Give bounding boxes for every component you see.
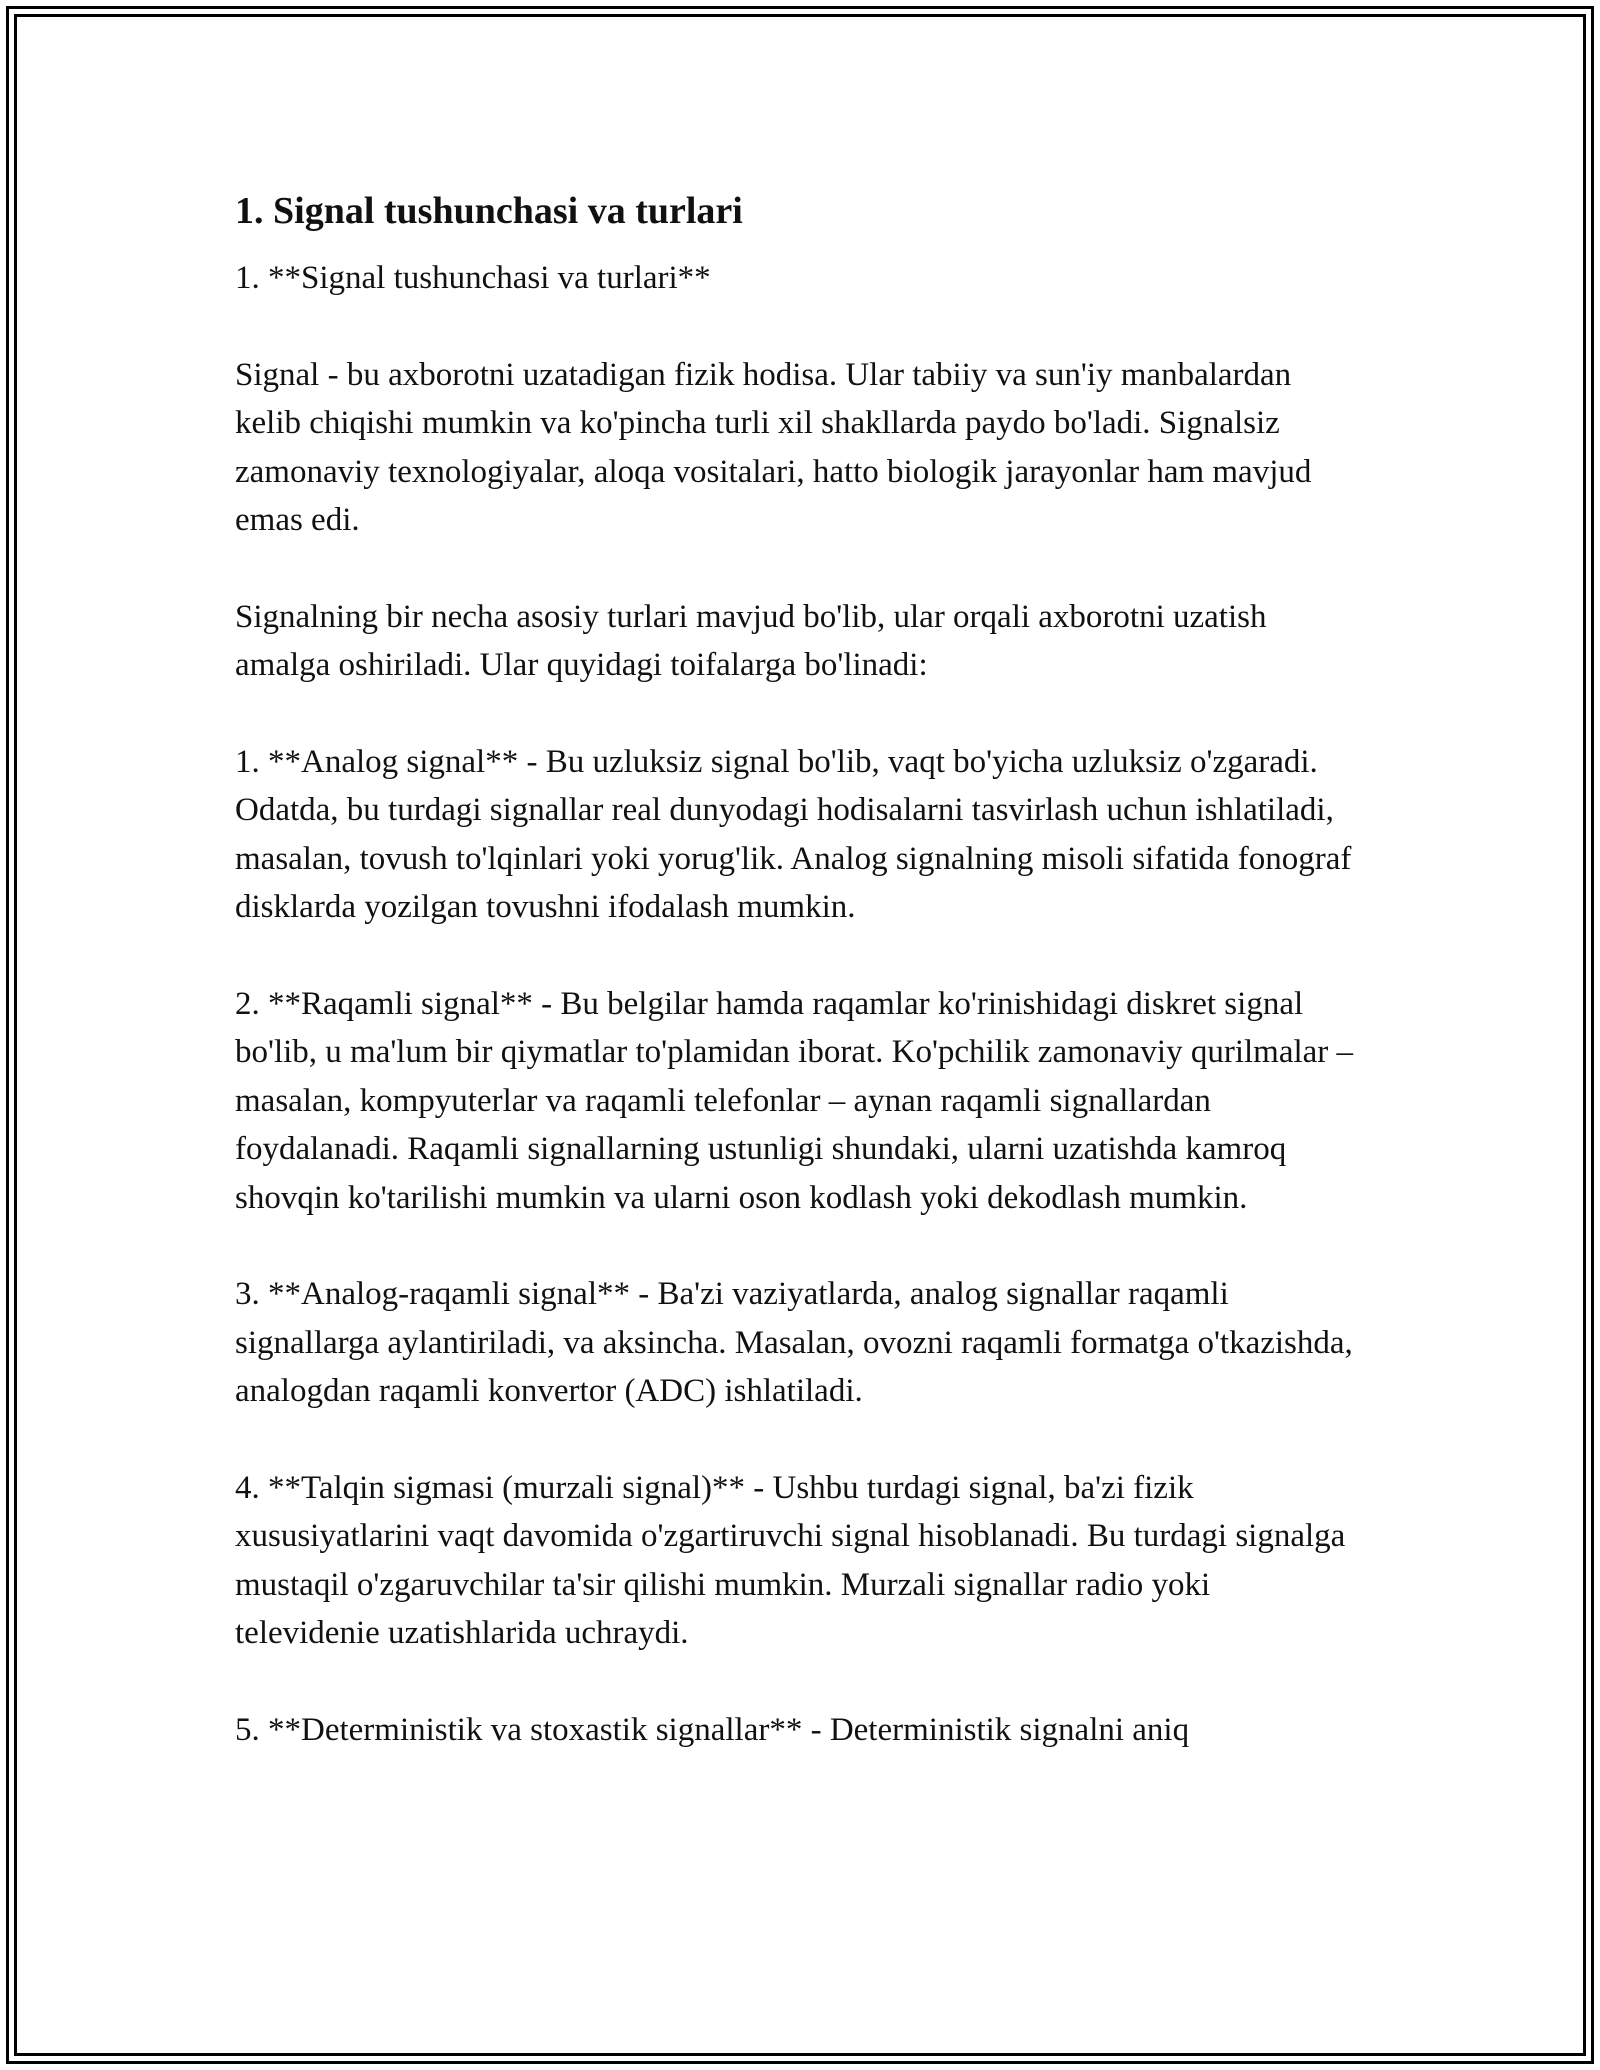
paragraph-signal-types-intro: Signalning bir necha asosiy turlari mavjud bo'lib, ular orqali axborotni uzatish amalga oshiriladi. Ular quyidagi toifalarga bo'linadi: — [235, 598, 1267, 683]
document-page — [235, 186, 1355, 1802]
paragraph-analog-digital-signal: 3. **Analog-raqamli signal** - Ba'zi vaziyatlarda, analog signallar raqamli signallarga aylantiriladi, va aksincha. Masalan, ovozni raqamli formatga o'tkazishda, analogdan raqamli konvertor (ADC) ishlatiladi. — [235, 1276, 1353, 1409]
paragraph-modulated-signal: 4. **Talqin sigmasi (murzali signal)** - Ushbu turdagi signal, ba'zi fizik xususiyatlarini vaqt davomida o'zgartiruvchi signal hisoblanadi. Bu turdagi signalga mustaqil o'zgaruvchilar ta'sir qilishi mumkin. Murzali signallar radio yoki televidenie uzatishlarida uchraydi. — [235, 1469, 1346, 1651]
paragraph-digital-signal: 2. **Raqamli signal** - Bu belgilar hamda raqamlar ko'rinishidagi diskret signal bo'lib, u ma'lum bir qiymatlar to'plamidan iborat. Ko'pchilik zamonaviy qurilmalar – masalan, kompyuterlar va raqamli telefonlar – aynan raqamli signallardan foydalanadi. Raqamli signallarning ustunligi shundaki, ularni uzatishda kamroq shovqin ko'tarilishi mumkin va ularni oson kodlash yoki dekodlash mumkin. — [235, 985, 1354, 1216]
paragraph-analog-signal: 1. **Analog signal** - Bu uzluksiz signal bo'lib, vaqt bo'yicha uzluksiz o'zgaradi. Odatda, bu turdagi signallar real dunyodagi hodisalarni tasvirlash uchun ishlatiladi, masalan, tovush to'lqinlari yoki yorug'lik. Analog signalning misoli sifatida fonograf disklarda yozilgan tovushni ifodalash mumkin. — [235, 743, 1352, 925]
paragraph-subheading: 1. **Signal tushunchasi va turlari** — [235, 260, 711, 296]
paragraph-deterministic-stochastic: 5. **Deterministik va stoxastik signallar** - Deterministik signalni aniq — [235, 1711, 1190, 1748]
paragraph-signal-definition: Signal - bu axborotni uzatadigan fizik hodisa. Ular tabiiy va sun'iy manbalardan kelib chiqishi mumkin va ko'pincha turli xil shakllarda paydo bo'ladi. Signalsiz zamonaviy texnologiyalar, aloqa vositalari, hatto biologik jarayonlar ham mavjud emas edi. — [235, 356, 1312, 538]
document-heading: 1. Signal tushunchasi va turlari — [235, 190, 743, 232]
